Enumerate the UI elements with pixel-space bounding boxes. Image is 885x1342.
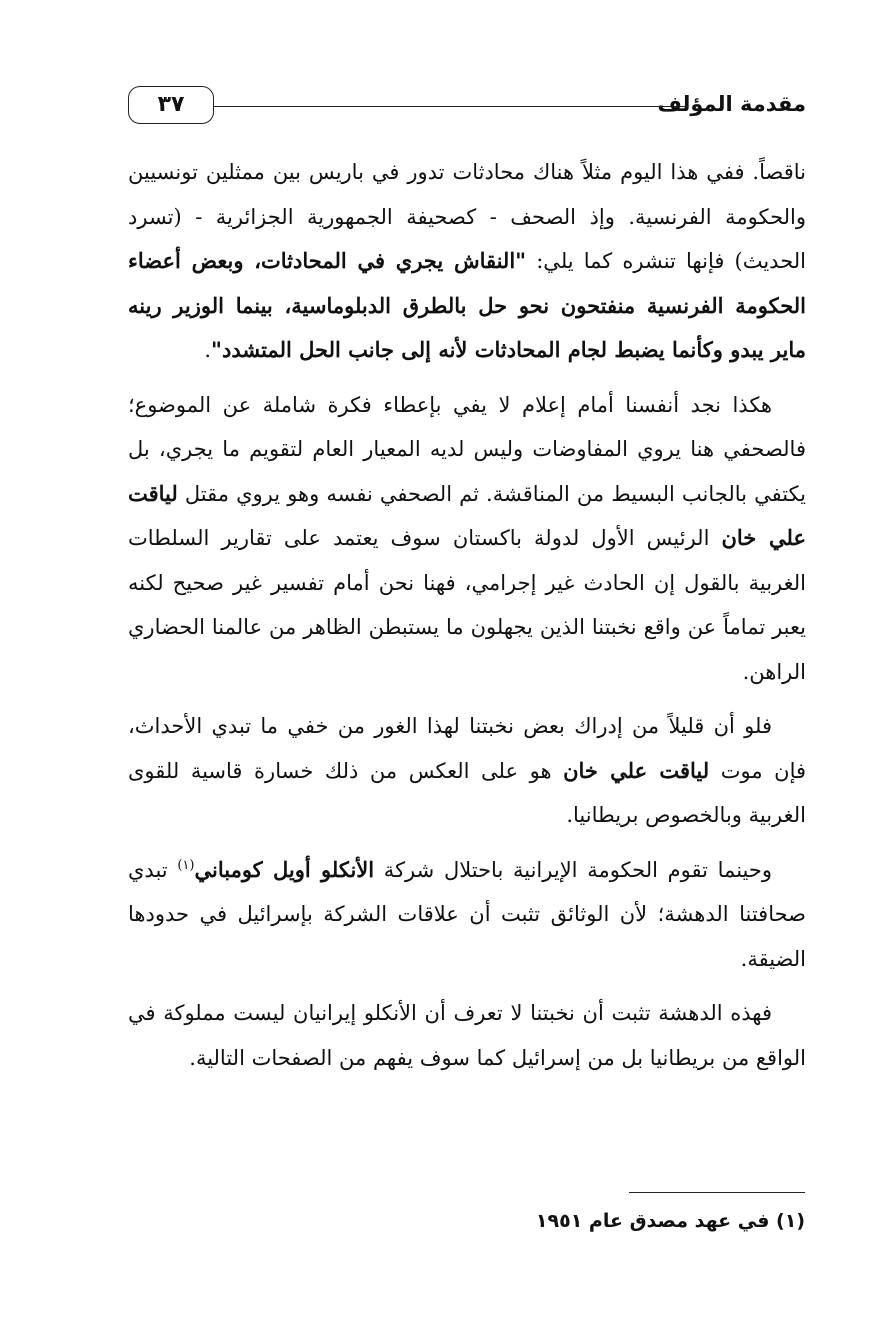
paragraph-1-run-1: ناقصاً. ففي هذا اليوم مثلاً هناك محادثات تدور في باريس بين ممثلين تونسيين والحكومة الفرنسية. وإذ الصحف - كصحيفة الجمهورية الجزائرية - (تسرد الحديث) فإنها تنشره كما يلي:	[128, 160, 806, 273]
paragraph-5	[128, 991, 806, 1080]
page-number: ٣٧	[128, 86, 214, 124]
footnote: (١) في عهد مصدق عام ١٩٥١	[535, 1210, 805, 1232]
paragraph-1-quote: "النقاش يجري في المحادثات، وبعض أعضاء الحكومة الفرنسية منفتحون نحو حل بالطرق الدبلوماسية، بينما الوزير رينه ماير يبدو وكأنما يضبط لجام المحادثات لأنه إلى جانب الحل المتشدد"	[128, 248, 806, 362]
paragraph-3-run-3: هو على العكس من ذلك خسارة قاسية للقوى الغربية وبالخصوص بريطانيا.	[128, 758, 806, 827]
paragraph-2-name: لياقت علي خان	[128, 480, 806, 550]
paragraph-1-run-3: .	[204, 338, 212, 362]
page-header	[128, 86, 806, 128]
header-rule	[214, 106, 688, 107]
paragraph-2-run-3: الرئيس الأول لدولة باكستان سوف يعتمد على تقارير السلطات الغربية بالقول إن الحادث غير إجرامي، فهنا نحن أمام تفسير غير صحيح لكنه يعبر تماماً عن واقع نخبتنا الذين يجهلون ما يستبطن الظاهر من عالمنا الحضاري الراهن.	[128, 526, 806, 684]
paragraph-3-run-1: فلو أن قليلاً من إدراك بعض نخبتنا لهذا الغور من خفي ما تبدي الأحداث، فإن موت	[128, 714, 807, 783]
paragraph-2	[128, 383, 806, 695]
paragraph-2-run-1: هكذا نجد أنفسنا أمام إعلام لا يفي بإعطاء فكرة شاملة عن الموضوع؛ فالصحفي هنا يروي المفاوضات وليس لديه المعيار العام لتقويم ما يجري، بل يكتفي بالجانب البسيط من المناقشة. ثم الصحفي نفسه وهو يروي مقتل	[128, 392, 806, 506]
header-title: مقدمة المؤلف	[657, 92, 806, 116]
paragraph-3-name: لياقت علي خان	[563, 757, 710, 783]
paragraph-4-run-4: تبدي صحافتنا الدهشة؛ لأن الوثائق تثبت أن علاقات الشركة بإسرائيل في حدودها الضيقة.	[128, 857, 806, 971]
paragraph-4-run-1: وحينما تقوم الحكومة الإيرانية باحتلال شركة	[374, 857, 772, 882]
paragraph-4-company: الأنكلو أويل كومباني	[194, 856, 375, 882]
paragraph-3	[128, 704, 806, 838]
footnote-reference: (١)	[177, 857, 195, 873]
body-text	[128, 150, 806, 1080]
paragraph-4	[128, 848, 806, 982]
footnote-divider	[629, 1192, 805, 1193]
paragraph-5-run-1: فهذه الدهشة تثبت أن نخبتنا لا تعرف أن الأنكلو إيرانيان ليست مملوكة في الواقع من بريطانيا بل من إسرائيل كما سوف يفهم من الصفحات التالية.	[128, 1001, 806, 1070]
paragraph-1	[128, 150, 806, 373]
